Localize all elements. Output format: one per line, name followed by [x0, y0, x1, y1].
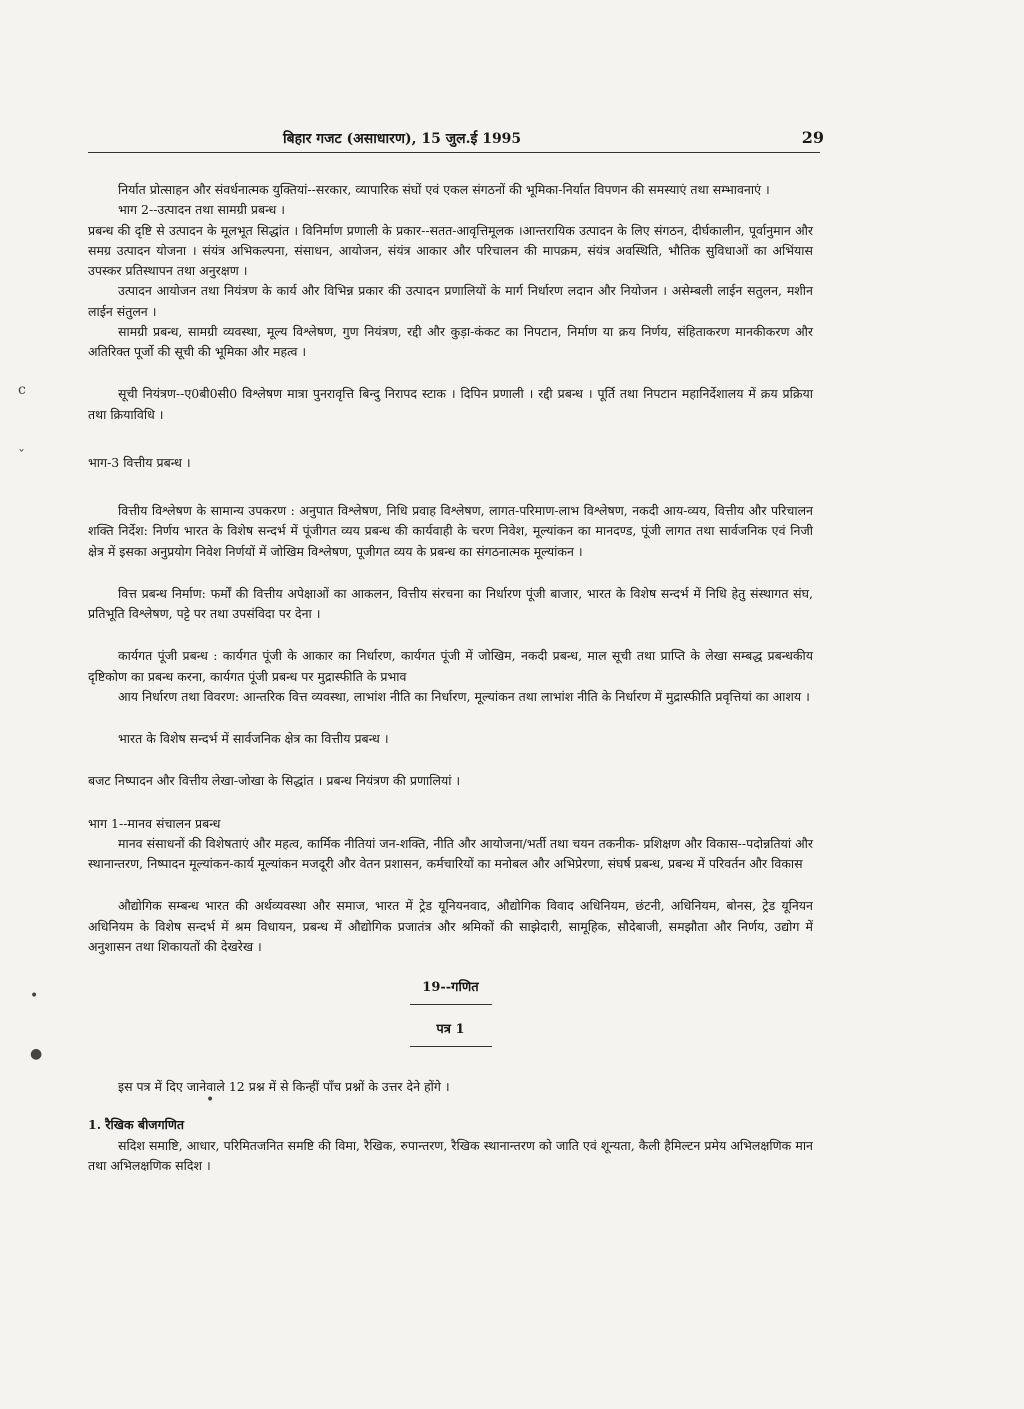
- margin-mark-dot: ●: [30, 1046, 43, 1062]
- margin-mark-c: c: [18, 382, 26, 398]
- subject-title: 19--गणित: [422, 980, 479, 995]
- subject-heading-block: [88, 977, 813, 1047]
- part-heading: भाग 2--उत्पादन तथा सामग्री प्रबन्ध ।: [118, 202, 286, 218]
- paragraph: बजट निष्पादन और वित्तीय लेखा-जोखा के सिद्धांत । प्रबन्ध नियंत्रण की प्रणालियां ।: [88, 773, 461, 789]
- page-header: [88, 128, 824, 148]
- margin-mark-dot: •: [30, 988, 39, 1004]
- paragraph: सूची नियंत्रण--ए0बी0सी0 विश्लेषण मात्रा पुनरावृत्ति बिन्दु निरापद स्टाक । दिपिन प्रणाली । रद्दी प्रबन्ध । पूर्ति तथा निपटान महानिर्देशालय में क्रय प्रक्रिया तथा क्रियाविधि ।: [88, 386, 813, 422]
- paragraph: वित्तीय विश्लेषण के सामान्य उपकरण : अनुपात विश्लेषण, निधि प्रवाह विश्लेषण, लागत-परिमाण-लाभ विश्लेषण, नकदी आय-व्यय, वित्तीय और परिचालन शक्ति निर्देश: निर्णय भारत के विशेष सन्दर्भ में पूंजीगत व्यय प्रबन्ध की कार्यवाही के चरण निवेश, मूल्यांकन का मानदण्ड, पूंजी लागत तथा सार्वजनिक एवं निजी क्षेत्र में इसका अनुप्रयोग निवेश निर्णयों में जोखिम विश्लेषण, पूजीगत व्यय के प्रबन्ध का संगठनात्मक मूल्यांकन ।: [88, 503, 813, 559]
- section-text: सदिश समाष्टि, आधार, परिमितजनित समष्टि की विमा, रैखिक, रुपान्तरण, रैखिक स्थानान्तरण को जाति एवं शून्यता, कैली हैमिल्टन प्रमेय अभिलक्षणिक मान तथा अभिलक्षणिक सदिश ।: [88, 1137, 813, 1173]
- paragraph: कार्यगत पूंजी प्रबन्ध : कार्यगत पूंजी के आकार का निर्धारण, कार्यगत पूंजी में जोखिम, नकदी प्रबन्ध, माल सूची तथा प्राप्ति के लेखा सम्बद्ध प्रबन्धकीय दृष्टिकोण का प्रबन्ध करना, कार्यगत पूंजी प्रबन्ध पर मुद्रास्फीति के प्रभाव: [88, 648, 813, 684]
- paragraph: भारत के विशेष सन्दर्भ में सार्वजनिक क्षेत्र का वित्तीय प्रबन्ध ।: [118, 731, 389, 746]
- margin-mark-dot: ˇ: [18, 448, 25, 464]
- page-number: 29: [801, 128, 824, 147]
- paper-rule: [410, 1046, 492, 1047]
- paragraph: मानव संसाधनों की विशेषताएं और महत्व, कार्मिक नीतियां जन-शक्ति, नीति और आयोजना/भर्ती तथा चयन तकनीक- प्रशिक्षण और विकास--पदोन्नतियां और स्थानान्तरण, निष्पादन मूल्यांकन-कार्य मूल्यांकन मजदूरी और वेतन प्रशासन, कर्मचारियों का मनोबल और अभिप्रेरणा, संघर्ष प्रबन्ध, प्रबन्ध में परिवर्तन और विकास: [88, 835, 813, 871]
- part-heading: भाग 1--मानव संचालन प्रबन्ध: [88, 815, 221, 831]
- paragraph: औद्योगिक सम्बन्ध भारत की अर्थव्यवस्था और समाज, भारत में ट्रेड यूनियनवाद, औद्योगिक विवाद अधिनियम, छंटनी, अधिनियम, बोनस, ट्रेड यूनियन अधिनियम के विशेष सन्दर्भ में श्रम विधायन, प्रबन्ध में औद्योगिक प्रजातंत्र और श्रमिकों की साझेदारी, सामूहिक, सौदेबाजी, समझौता और निर्णय, उद्योग में अनुशासन तथा शिकायतों की देखरेख ।: [88, 898, 813, 954]
- margin-mark-dot: •: [206, 1092, 215, 1108]
- header-rule: [88, 152, 820, 153]
- paragraph: निर्यात प्रोत्साहन और संवर्धनात्मक युक्तियां--सरकार, व्यापारिक संघों एवं एकल संगठनों की भूमिका-निर्यात विपणन की समस्याएं तथा सम्भावनाएं ।: [118, 182, 770, 197]
- paragraph: उत्पादन आयोजन तथा नियंत्रण के कार्य और विभिन्न प्रकार की उत्पादन प्रणालियों के मार्ग निर्धारण लदान और नियोजन । असेम्बली लाईन सतुलन, मशीन लाईन संतुलन ।: [88, 283, 813, 319]
- paragraph: सामग्री प्रबन्ध, सामग्री व्यवस्था, मूल्य विश्लेषण, गुण नियंत्रण, रद्दी और कुड़ा-कंकट का निपटान, निर्माण या क्रय निर्णय, संहिताकरण मानकीकरण और अतिरिक्त पूर्जो की सूची की भूमिका और महत्व ।: [88, 323, 813, 359]
- subject-rule: [410, 1004, 492, 1005]
- gazette-title: बिहार गजट (असाधारण), 15 जुल.ई 1995: [283, 131, 522, 147]
- paper-title: पत्र 1: [436, 1022, 465, 1038]
- document-body: [88, 180, 813, 1176]
- section-title: 1. रैखिक बीजगणित: [88, 1117, 185, 1133]
- paragraph: आय निर्धारण तथा विवरण: आन्तरिक वित्त व्यवस्था, लाभांश नीति का निर्धारण, मूल्यांकन तथा लाभांश नीति के निर्धारण में मुद्रास्फीति प्रवृत्तियां का आशय ।: [118, 688, 810, 704]
- exam-instruction: इस पत्र में दिए जानेवाले 12 प्रश्न में से किन्हीं पाँच प्रश्नों के उत्तर देने होंगे ।: [118, 1079, 450, 1095]
- paragraph: प्रबन्ध की दृष्टि से उत्पादन के मूलभूत सिद्धांत । विनिर्माण प्रणाली के प्रकार--सतत-आवृत्तिमूलक ।आन्तरायिक उत्पादन के लिए संगठन, दीर्घकालीन, पूर्वानुमान और समग्र उत्पादन योजना । संयंत्र अभिकल्पना, संसाधन, आयोजन, संयंत्र आकार और परिचालन की मापक्रम, संयंत्र अवस्थिति, भौतिक सुविधाओं का अभिंयास उपस्कर प्रतिस्थापन तथा अनुरक्षण ।: [88, 222, 813, 278]
- paragraph: वित्त प्रबन्ध निर्माण: फर्मों की वित्तीय अपेक्षाओं का आकलन, वित्तीय संरचना का निर्धारण पूंजी बाजार, भारत के विशेष सन्दर्भ में निधि हेतु संस्थागत संघ, प्रतिभूति विश्लेषण, पट्टे पर तथा उपसंविदा पर देना ।: [88, 585, 813, 621]
- part-heading: भाग-3 वित्तीय प्रबन्ध ।: [88, 454, 191, 470]
